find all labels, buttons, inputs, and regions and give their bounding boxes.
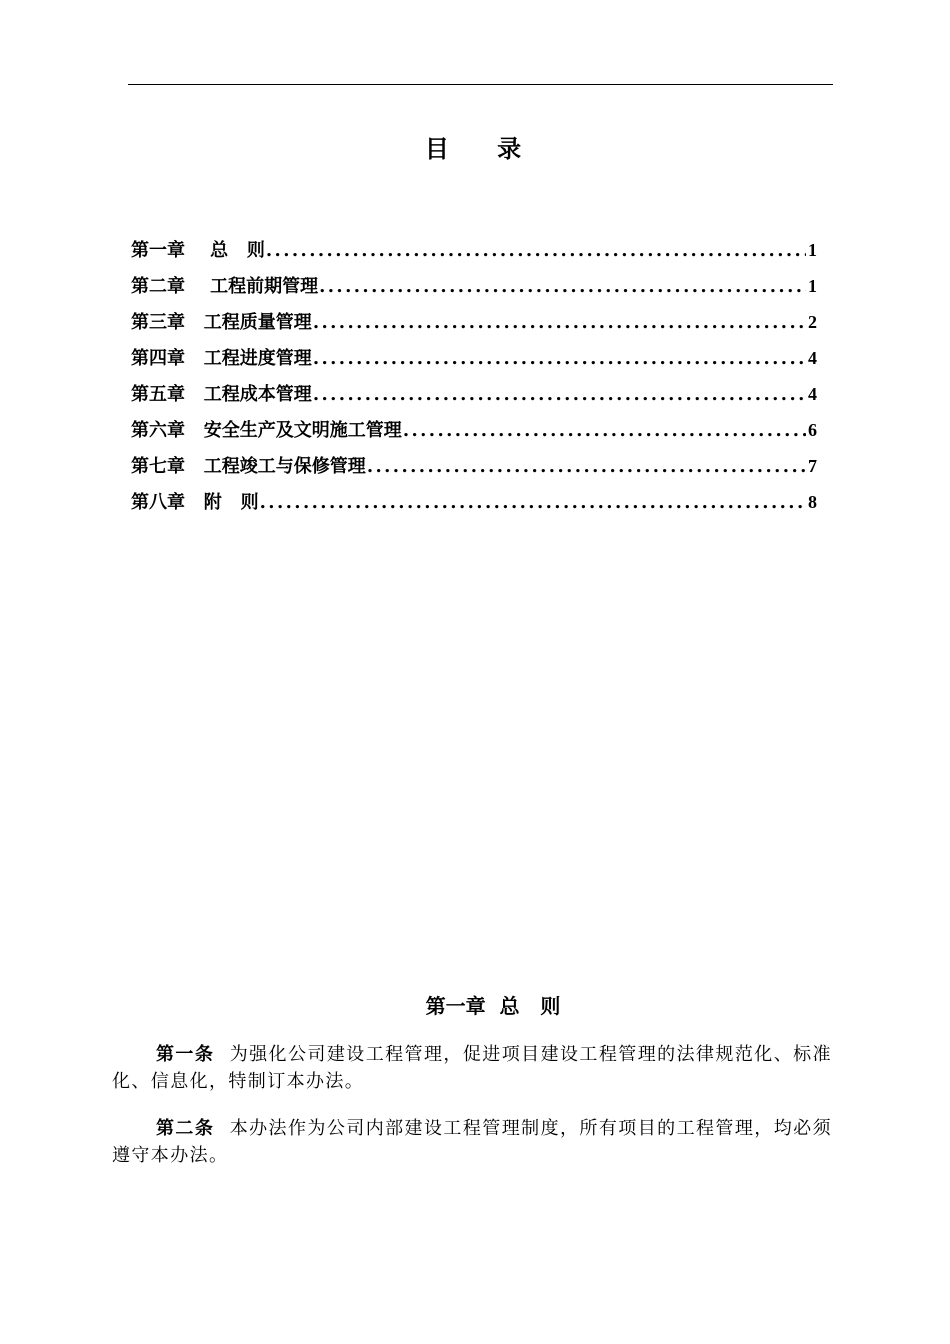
toc-entry-label: 第六章 安全生产及文明施工管理: [131, 420, 402, 441]
toc-entry-chapter-7[interactable]: [131, 450, 817, 486]
toc-dot-leader: [313, 307, 806, 339]
toc-dot-leader: [367, 451, 806, 483]
toc-dot-leader: [319, 271, 806, 303]
table-of-contents: [131, 234, 817, 522]
toc-entry-label: 第八章 附 则: [131, 492, 259, 513]
toc-entry-chapter-2[interactable]: [131, 270, 817, 306]
toc-dot-leader: [403, 415, 806, 447]
toc-dot-leader: [260, 487, 806, 519]
article-text: 为强化公司建设工程管理，促进项目建设工程管理的法律规范化、标准化、信息化，特制订本办法。: [112, 1044, 832, 1092]
article-paragraph: [112, 1115, 832, 1169]
toc-dot-leader: [313, 379, 806, 411]
toc-entry-page: 1: [808, 276, 817, 296]
toc-entry-label: 第七章 工程竣工与保修管理: [131, 456, 366, 477]
toc-entry-page: 4: [808, 384, 817, 404]
toc-entry-page: 8: [808, 492, 817, 512]
toc-entry-page: 2: [808, 312, 817, 332]
article-label: 第二条: [156, 1118, 230, 1139]
article-paragraph: [112, 1041, 832, 1095]
toc-entry-page: 6: [808, 420, 817, 440]
toc-entry-label: 第一章 总 则: [131, 240, 265, 261]
toc-title: 目 录: [424, 134, 542, 163]
toc-entry-chapter-3[interactable]: [131, 306, 817, 342]
toc-entry-chapter-8[interactable]: [131, 486, 817, 522]
header-rule: [128, 84, 833, 85]
toc-entry-chapter-6[interactable]: [131, 414, 817, 450]
chapter-heading: 第一章 总 则: [425, 994, 561, 1018]
toc-entry-page: 1: [808, 240, 817, 260]
toc-entry-label: 第四章 工程进度管理: [131, 348, 312, 369]
toc-entry-page: 4: [808, 348, 817, 368]
toc-entry-label: 第五章 工程成本管理: [131, 384, 312, 405]
toc-entry-page: 7: [808, 456, 817, 476]
article-text: 本办法作为公司内部建设工程管理制度，所有项目的工程管理，均必须遵守本办法。: [112, 1118, 832, 1166]
toc-entry-chapter-5[interactable]: [131, 378, 817, 414]
toc-dot-leader: [313, 343, 806, 375]
toc-dot-leader: [266, 235, 806, 267]
toc-entry-label: 第二章 工程前期管理: [131, 276, 319, 297]
toc-entry-chapter-1[interactable]: [131, 234, 817, 270]
toc-entry-label: 第三章 工程质量管理: [131, 312, 312, 333]
toc-entry-chapter-4[interactable]: [131, 342, 817, 378]
article-label: 第一条: [156, 1044, 230, 1065]
